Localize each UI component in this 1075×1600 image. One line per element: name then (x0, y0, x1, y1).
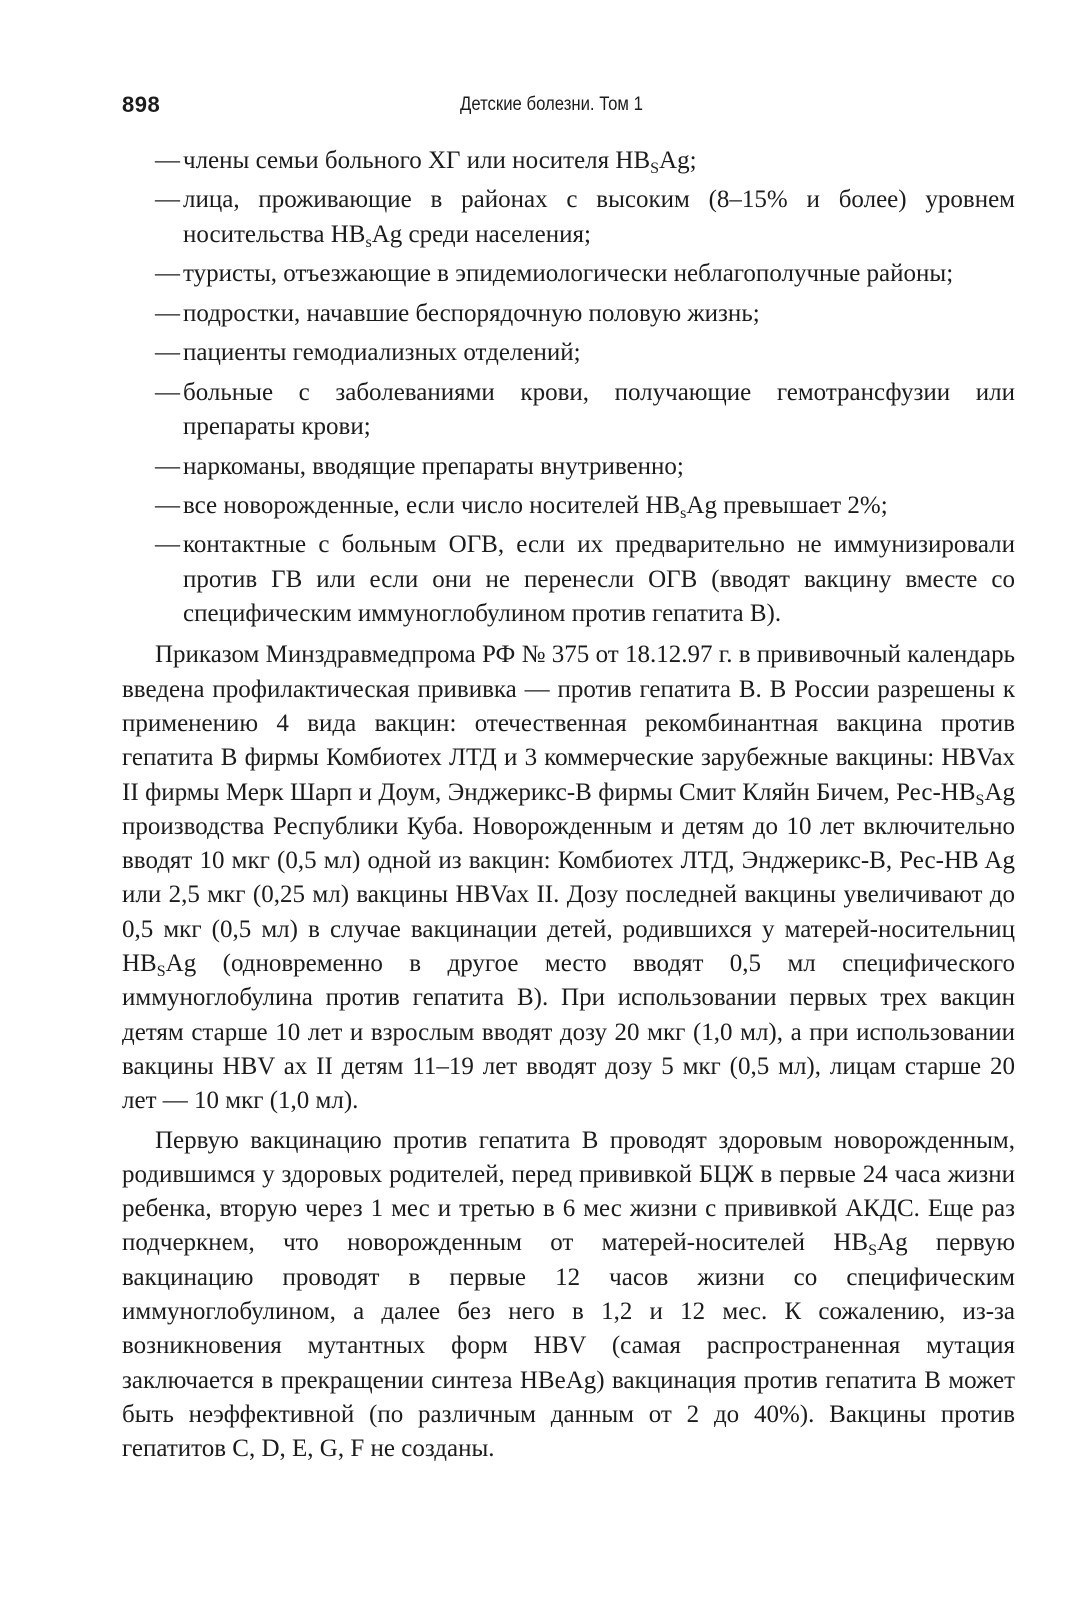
risk-group-list (122, 144, 1015, 631)
list-dash: — (155, 299, 180, 327)
list-dash: — (155, 260, 180, 288)
list-item (122, 144, 1015, 178)
list-item (122, 450, 1015, 484)
list-dash: — (155, 378, 180, 406)
list-item (122, 297, 1015, 331)
list-dash: — (155, 491, 180, 519)
page-number: 898 (122, 92, 161, 117)
list-item-text: члены семьи больного ХГ или носителя $HB_SAg$; (183, 147, 697, 177)
list-item (122, 336, 1015, 370)
list-item-text: наркоманы, вводящие препараты внутривенно; (183, 452, 684, 480)
body-paragraph-vaccine-order: Приказом Минздравмедпрома РФ № 375 от 18.12.97 г. в прививочный календарь введена профилактическая прививка — против гепатита В. В России разрешены к применению 4 вида вакцин: отечественная рекомбинантная вакцина против гепатита В фирмы Комбиотех ЛТД и 3 коммерческие зарубежные вакцины: HBVax II фирмы Мерк Шарп и Доум, Энджерикс-В фирмы Смит Кляйн Бичем, Рес-$HB_SAg$ производства Республики Куба. Новорожденным и детям до 10 лет включительно вводят 10 мкг (0,5 мл) одной из вакцин: Комбиотех ЛТД, Энджерикс-В, Рес-HB Ag или 2,5 мкг (0,25 мл) вакцины HBVax II. Дозу последней вакцины увеличивают до 0,5 мкг (0,5 мл) в случае вакцинации детей, родившихся у матерей-носительниц $HB_SAg$ (одновременно в другое место вводят 0,5 мл специфического иммуноглобулина против гепатита В). При использовании первых трех вакцин детям старше 10 лет и взрослым вводят дозу 20 мкг (1,0 мл), а при использовании вакцины HBV ах II детям 11–19 лет вводят дозу 5 мкг (0,5 мл), лицам старше 20 лет — 10 мкг (1,0 мл). (122, 641, 1015, 1115)
list-item-text: все новорожденные, если число носителей $HB_sAg$ превышает 2%; (183, 491, 888, 522)
list-dash: — (155, 531, 180, 559)
page-body (122, 144, 1015, 1466)
list-item-text: пациенты гемодиализных отделений; (183, 339, 581, 367)
running-title: Детские болезни. Том 1 (460, 94, 643, 115)
list-item (122, 489, 1015, 523)
body-paragraph-vaccination-schedule: Первую вакцинацию против гепатита В проводят здоровым новорожденным, родившимся у здоровых родителей, перед прививкой БЦЖ в первые 24 часа жизни ребенка, вторую через 1 мес и третью в 6 мес жизни с прививкой АКДС. Еще раз подчеркнем, что новорожденным от матерей-носителей $HB_SAg$ первую вакцинацию проводят в первые 12 часов жизни со специфическим иммуноглобулином, а далее без него в 1,2 и 12 мес. К сожалению, из-за возникновения мутантных форм HBV (самая распространенная мутация заключается в прекращении синтеза HBeAg) вакцинация против гепатита В может быть неэффективной (по различным данным от 2 до 40%). Вакцины против гепатитов С, D, Е, G, F не созданы. (122, 1126, 1015, 1463)
list-item (122, 376, 1015, 445)
list-dash: — (155, 186, 180, 214)
list-dash: — (155, 147, 180, 174)
list-dash: — (155, 339, 180, 367)
list-item (122, 528, 1015, 631)
list-dash: — (155, 452, 180, 480)
list-item-text: туристы, отъезжающие в эпидемиологически неблагополучные районы; (183, 260, 954, 288)
list-item-text: больные с заболеваниями крови, получающие гемотрансфузии или препараты крови; (183, 378, 1015, 441)
list-item-text: лица, проживающие в районах с высоким (8–15% и более) уровнем носительства $HB_sAg$ среди населения; (183, 186, 1015, 251)
list-item (122, 183, 1015, 252)
list-item-text: подростки, начавшие беспорядочную половую жизнь; (183, 299, 760, 327)
list-item (122, 257, 1015, 291)
list-item-text: контактные с больным ОГВ, если их предварительно не иммунизировали против ГВ или если они не перенесли ОГВ (вводят вакцину вместе со специфическим иммуноглобулином против гепатита В). (183, 531, 1015, 628)
